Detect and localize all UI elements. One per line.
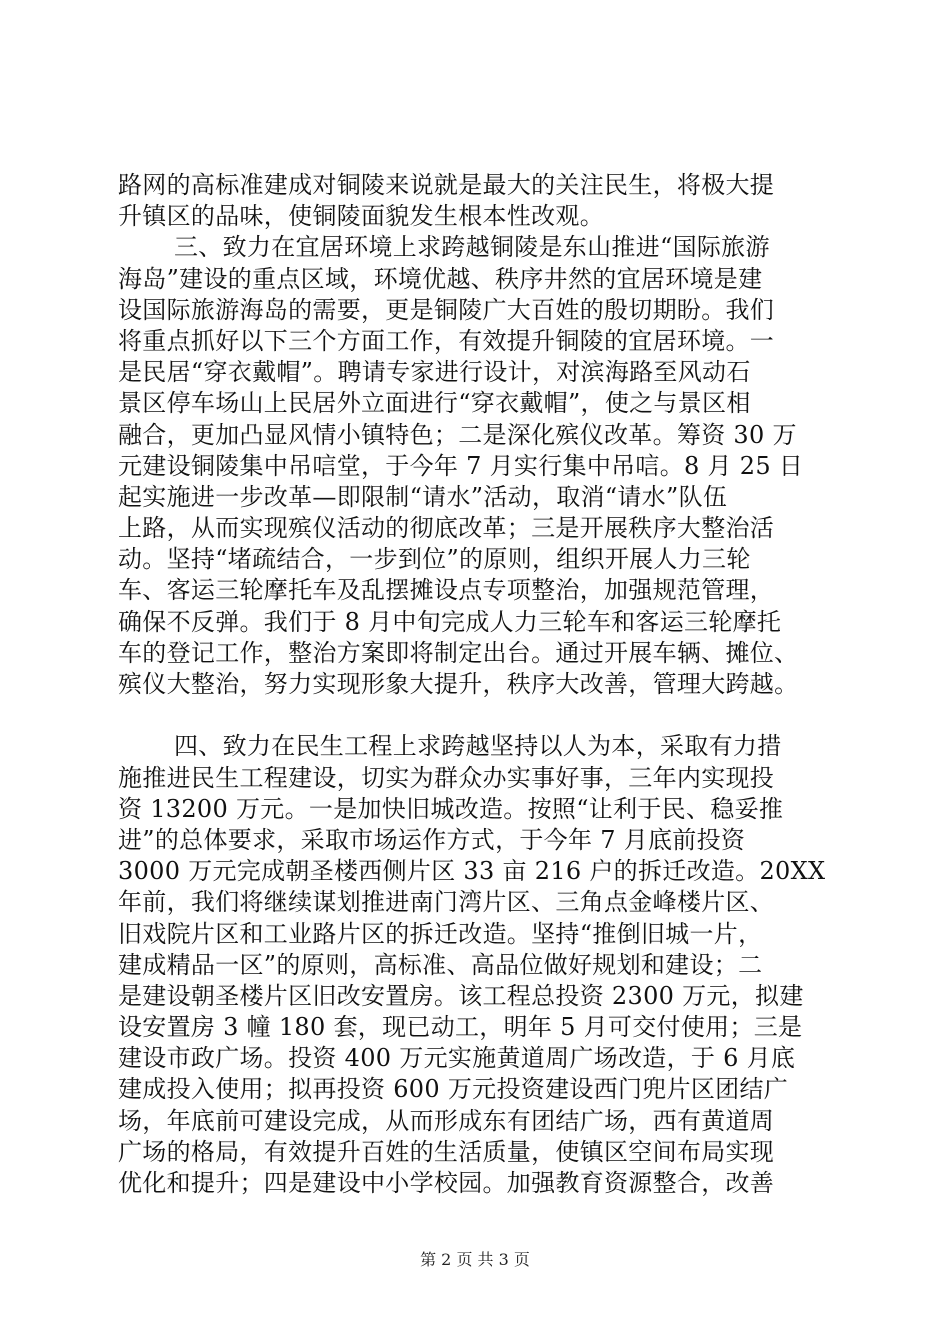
text-line: 三、致力在宜居环境上求跨越铜陵是东山推进“国际旅游 [174, 233, 770, 262]
text-line: 设安置房 3 幢 180 套，现已动工，明年 5 月可交付使用；三是 [118, 1013, 803, 1042]
text-line: 海岛”建设的重点区域，环境优越、秩序井然的宜居环境是建 [118, 264, 763, 293]
text-line: 车的登记工作，整治方案即将制定出台。通过开展车辆、摊位、 [118, 638, 799, 667]
text-line: 升镇区的品味，使铜陵面貌发生根本性改观。 [118, 202, 604, 231]
text-line: 是民居“穿衣戴帽”。聘请专家进行设计，对滨海路至风动石 [118, 358, 751, 387]
text-line: 3000 万元完成朝圣楼西侧片区 33 亩 216 户的拆迁改造。20XX [118, 857, 826, 886]
text-line: 优化和提升；四是建设中小学校园。加强教育资源整合，改善 [118, 1169, 775, 1197]
page-footer: 第 2 页 共 3 页 [420, 1250, 530, 1269]
text-line: 设国际旅游海岛的需要，更是铜陵广大百姓的殷切期盼。我们 [118, 295, 775, 324]
text-line: 进”的总体要求，采取市场运作方式，于今年 7 月底前投资 [118, 825, 746, 854]
text-line: 建成投入使用；拟再投资 600 万元投资建设西门兜片区团结广 [118, 1075, 789, 1104]
text-line: 资 13200 万元。一是加快旧城改造。按照“让利于民、稳妥推 [118, 794, 784, 823]
text-line: 是建设朝圣楼片区旧改安置房。该工程总投资 2300 万元，拟建 [118, 981, 804, 1010]
text-line: 融合，更加凸显风情小镇特色；二是深化殡仪改革。筹资 30 万 [118, 420, 797, 449]
text-line: 动。坚持“堵疏结合，一步到位”的原则，组织开展人力三轮 [118, 545, 751, 574]
text-line: 建成精品一区”的原则，高标准、高品位做好规划和建设；二 [118, 950, 763, 979]
text-line: 上路，从而实现殡仪活动的彻底改革；三是开展秩序大整治活 [118, 514, 775, 543]
text-line: 车、客运三轮摩托车及乱摆摊设点专项整治，加强规范管理， [118, 576, 775, 605]
text-line: 将重点抓好以下三个方面工作，有效提升铜陵的宜居环境。一 [118, 326, 775, 355]
text-line: 施推进民生工程建设，切实为群众办实事好事，三年内实现投 [118, 763, 775, 792]
text-line: 路网的高标准建成对铜陵来说就是最大的关注民生，将极大提 [118, 171, 775, 199]
text-line: 景区停车场山上民居外立面进行“穿衣戴帽”，使之与景区相 [118, 389, 751, 418]
text-line: 年前，我们将继续谋划推进南门湾片区、三角点金峰楼片区、 [118, 888, 775, 917]
paragraph-gap [118, 700, 834, 731]
text-line: 起实施进一步改革—即限制“请水”活动，取消“请水”队伍 [118, 482, 728, 511]
text-line: 场，年底前可建设完成，从而形成东有团结广场，西有黄道周 [118, 1106, 775, 1135]
text-line: 四、致力在民生工程上求跨越坚持以人为本，采取有力措 [174, 732, 782, 761]
text-line: 元建设铜陵集中吊唁堂，于今年 7 月实行集中吊唁。8 月 25 日 [118, 451, 804, 480]
text-line: 广场的格局，有效提升百姓的生活质量，使镇区空间布局实现 [118, 1137, 775, 1166]
text-line: 建设市政广场。投资 400 万元实施黄道周广场改造，于 6 月底 [118, 1044, 796, 1073]
text-line: 确保不反弹。我们于 8 月中旬完成人力三轮车和客运三轮摩托 [118, 607, 782, 636]
text-line: 殡仪大整治，努力实现形象大提升，秩序大改善，管理大跨越。 [118, 670, 799, 698]
text-line: 旧戏院片区和工业路片区的拆迁改造。坚持“推倒旧城一片， [118, 919, 763, 948]
body-text [118, 170, 834, 1199]
